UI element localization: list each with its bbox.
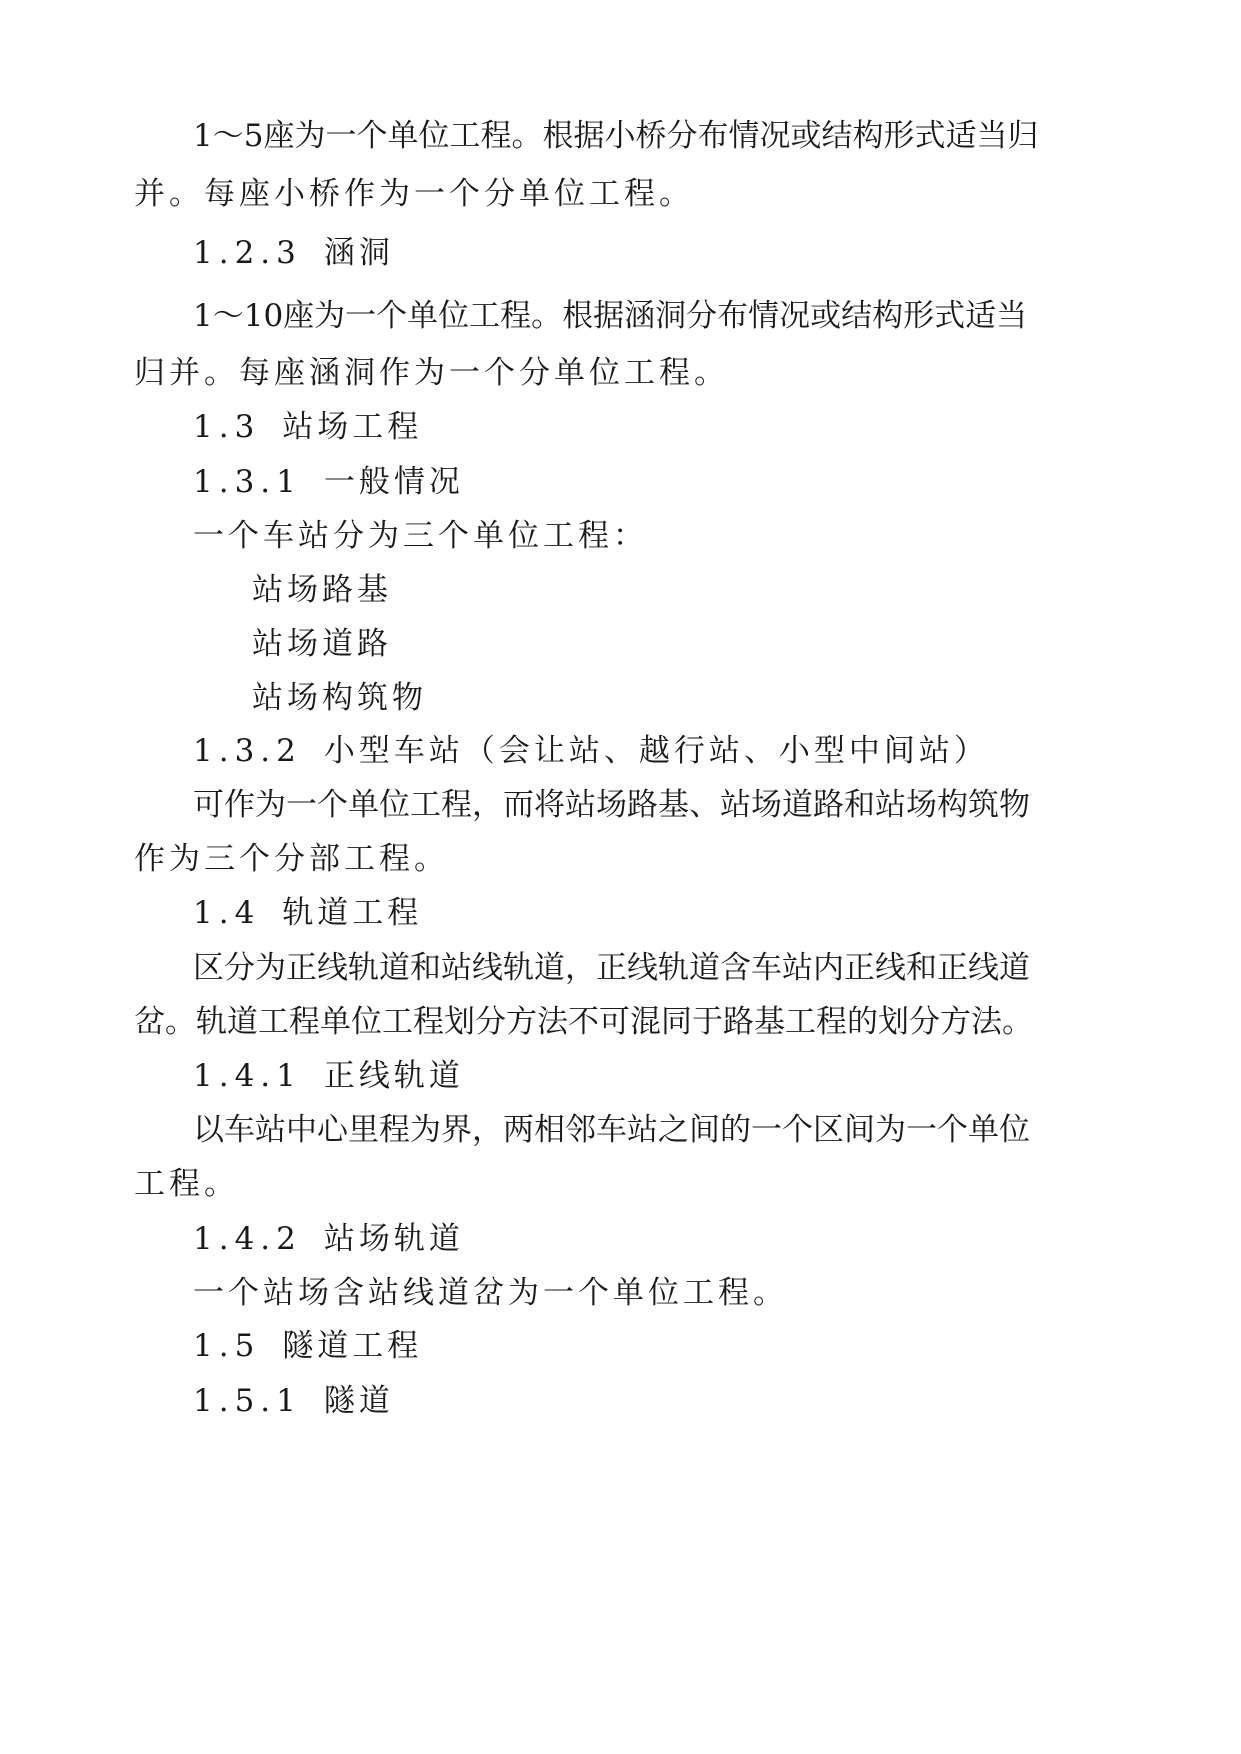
section-heading: [193, 1219, 464, 1259]
paragraph-line: 可作为一个单位工程，而将站场路基、站场道路和站场构筑物: [193, 787, 1030, 823]
section-heading: [193, 731, 989, 771]
section-title: 小型车站（会让站、越行站、小型中间站）: [323, 733, 989, 769]
section-heading: [193, 1326, 422, 1366]
paragraph-line: 作为三个分部工程。: [134, 841, 449, 877]
section-heading: [193, 1381, 394, 1421]
section-title: 轨道工程: [282, 895, 423, 931]
section-number: 1.3.1: [193, 464, 302, 500]
list-item: 站场道路: [252, 626, 392, 662]
paragraph-line: 一个车站分为三个单位工程：: [193, 518, 648, 554]
section-title: 隧道工程: [282, 1328, 423, 1364]
paragraph-line: 以车站中心里程为界，两相邻车站之间的一个区间为一个单位: [193, 1112, 1030, 1148]
section-number: 1.3.2: [193, 733, 302, 769]
paragraph-line: 并。每座小桥作为一个分单位工程。: [134, 176, 694, 212]
section-heading: [193, 462, 464, 502]
section-heading: [193, 233, 394, 273]
section-number: 1.5: [193, 1328, 261, 1364]
section-title: 正线轨道: [323, 1058, 464, 1094]
paragraph-line: 区分为正线轨道和站线轨道，正线轨道含车站内正线和正线道: [193, 950, 1030, 986]
paragraph-line: 1～10座为一个单位工程。根据涵洞分布情况或结构形式适当: [193, 298, 1028, 334]
section-number: 1.4.2: [193, 1221, 302, 1257]
paragraph-line: 1～5座为一个单位工程。根据小桥分布情况或结构形式适当归: [193, 118, 1039, 154]
section-title: 一般情况: [323, 464, 464, 500]
list-item: 站场路基: [252, 572, 392, 608]
section-number: 1.3: [193, 409, 261, 445]
section-heading: [193, 1056, 464, 1096]
section-heading: [193, 893, 422, 933]
section-number: 1.4.1: [193, 1058, 302, 1094]
section-heading: [193, 407, 422, 447]
section-number: 1.4: [193, 895, 261, 931]
paragraph-line: 工程。: [134, 1166, 239, 1202]
paragraph-line: 一个站场含站线道岔为一个单位工程。: [193, 1275, 788, 1311]
section-number: 1.2.3: [193, 235, 302, 271]
section-number: 1.5.1: [193, 1383, 302, 1419]
section-title: 隧道: [323, 1383, 394, 1419]
section-title: 站场轨道: [323, 1221, 464, 1257]
section-title: 站场工程: [282, 409, 423, 445]
paragraph-line: 归并。每座涵洞作为一个分单位工程。: [134, 355, 729, 391]
list-item: 站场构筑物: [252, 680, 427, 716]
paragraph-line: 岔。轨道工程单位工程划分方法不可混同于路基工程的划分方法。: [134, 1004, 1033, 1040]
section-title: 涵洞: [323, 235, 394, 271]
